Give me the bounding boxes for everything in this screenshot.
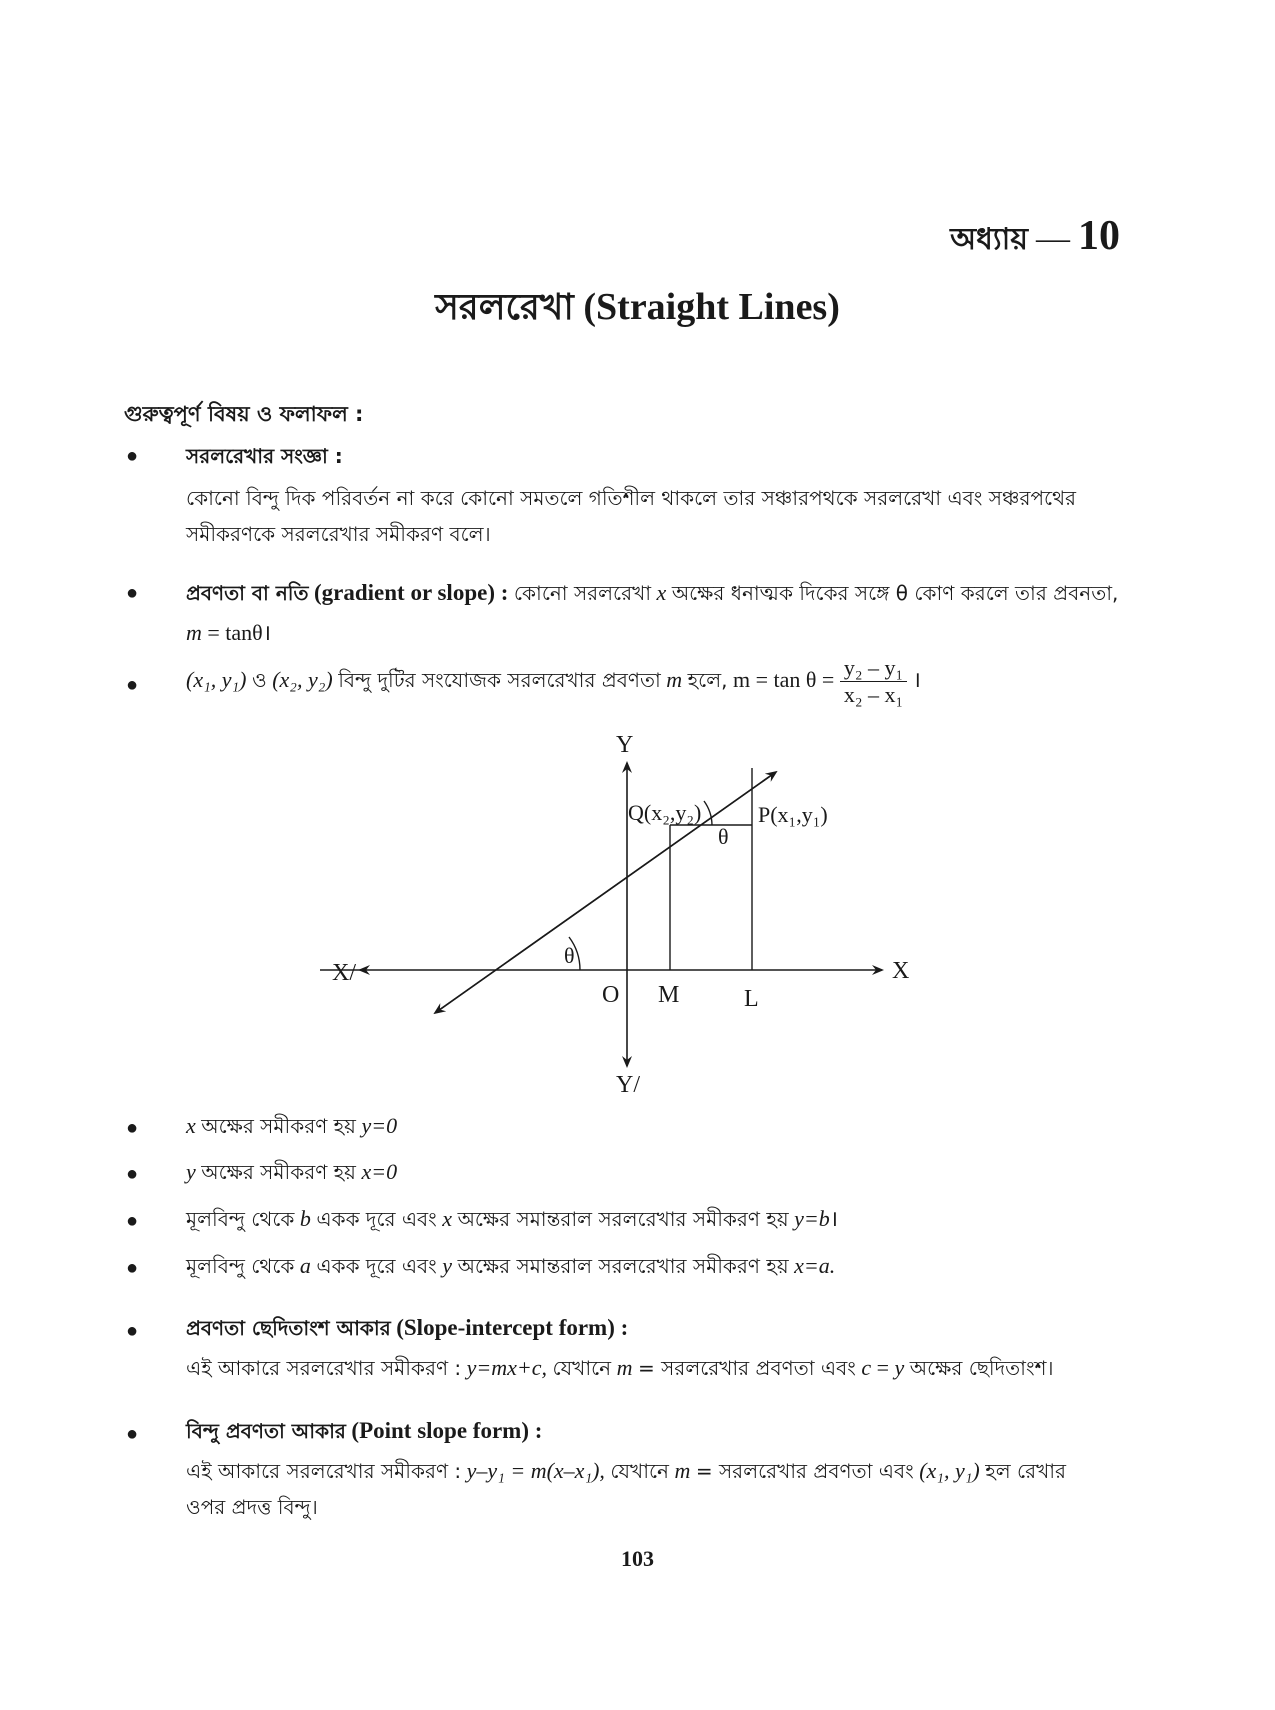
- definition-heading: সরলরেখার সংজ্ঞা :: [186, 444, 343, 468]
- definition-item: [186, 438, 1126, 552]
- label-m: M: [658, 982, 680, 1008]
- parallel-x-c: একক দূরে এবং: [316, 1207, 437, 1231]
- point-1: (x₁, y₁): [186, 667, 247, 692]
- parallel-y-d: y: [442, 1253, 453, 1278]
- point-slope-heading-en: (Point slope form) :: [351, 1418, 543, 1443]
- gradient-text-a: কোনো সরলরেখা: [513, 581, 652, 605]
- parallel-y-item: [186, 1248, 1126, 1284]
- parallel-y-a: মূলবিন্দু থেকে: [186, 1254, 295, 1278]
- slope-intercept-equals: =: [876, 1355, 890, 1380]
- point-slope-e: ওপর প্রদত্ত বিন্দু।: [186, 1495, 318, 1519]
- bullet: ●: [126, 582, 139, 604]
- definition-text: কোনো বিন্দু দিক পরিবর্তন না করে কোনো সমতলে গতিশীল থাকলে তার সঞ্চারপথকে সরলরেখা এবং সঞ্চরপথের সমীকরণকে সরলরেখার সমীকরণ বলে।: [186, 486, 1077, 546]
- gradient-item: [186, 573, 1126, 653]
- point-2: (x₂, y₂): [272, 667, 333, 692]
- page-number: 103: [621, 1546, 654, 1571]
- gradient-text-b: অক্ষের ধনাত্মক দিকের সঙ্গে θ কোণ করলে তার প্রবনতা,: [671, 581, 1119, 605]
- label-q: Q(x₂,y₂): [628, 800, 702, 825]
- label-theta-top: θ: [718, 824, 729, 849]
- y-axis-var: y: [186, 1159, 196, 1184]
- straight-line: [435, 772, 776, 1013]
- title-english: (Straight Lines): [583, 286, 840, 328]
- y-axis-eq-item: [186, 1154, 1126, 1190]
- two-points-m: m: [666, 667, 683, 692]
- label-y: Y: [616, 732, 634, 758]
- section-heading: গুরুত্বপূর্ণ বিষয় ও ফলাফল :: [124, 402, 364, 426]
- bullet: ●: [126, 445, 139, 467]
- parallel-x-item: [186, 1201, 1126, 1237]
- parallel-x-a: মূলবিন্দু থেকে: [186, 1207, 295, 1231]
- point-slope-a: এই আকারে সরলরেখার সমীকরণ :: [186, 1459, 462, 1483]
- two-points-item: [186, 650, 1126, 710]
- title-bengali: সরলরেখা: [435, 287, 574, 328]
- slope-intercept-yvar: y: [894, 1355, 905, 1380]
- parallel-y-eq: x=a.: [794, 1253, 836, 1278]
- label-y-prime: Y/: [616, 1072, 640, 1098]
- gradient-m: m: [186, 620, 202, 645]
- parallel-y-b: a: [299, 1253, 311, 1278]
- label-o: O: [602, 982, 620, 1008]
- parallel-y-e: অক্ষের সমান্তরাল সরলরেখার সমীকরণ হয়: [457, 1254, 789, 1278]
- bullet: ●: [126, 1163, 139, 1185]
- x-axis-eq-text: অক্ষের সমীকরণ হয়: [201, 1114, 356, 1138]
- point-slope-c: = সরলরেখার প্রবণতা এবং: [695, 1459, 914, 1483]
- bullet: ●: [126, 674, 139, 696]
- bullet: ●: [126, 1423, 139, 1445]
- slope-intercept-e: অক্ষের ছেদিতাংশ।: [909, 1356, 1054, 1380]
- parallel-y-c: একক দূরে এবং: [316, 1254, 437, 1278]
- point-slope-m: m: [674, 1458, 691, 1483]
- chapter-dash: —: [1036, 220, 1070, 257]
- gradient-heading-bn: প্রবণতা বা নতি: [186, 581, 309, 605]
- point-slope-eq: y–y₁ = m(x–x₁),: [466, 1458, 605, 1483]
- x-axis-eq-item: [186, 1108, 1126, 1144]
- label-l: L: [744, 986, 759, 1012]
- gradient-x: x: [656, 580, 667, 605]
- label-x-prime: X/: [332, 960, 356, 986]
- slope-intercept-b: যেখানে: [552, 1356, 612, 1380]
- parallel-x-end: ।: [829, 1206, 839, 1231]
- two-points-text: বিন্দু দুটির সংযোজক সরলরেখার প্রবণতা: [338, 668, 661, 692]
- slope-intercept-c: = সরলরেখার প্রবণতা এবং: [637, 1356, 856, 1380]
- slope-intercept-heading-en: (Slope-intercept form) :: [396, 1315, 629, 1340]
- slope-intercept-cvar: c: [861, 1355, 872, 1380]
- gradient-heading-en: (gradient or slope) :: [313, 580, 509, 605]
- page-title: [0, 280, 1275, 340]
- slope-formula-lhs: m = tan θ =: [732, 667, 835, 692]
- slope-intercept-m: m: [616, 1355, 633, 1380]
- slope-intercept-heading-bn: প্রবণতা ছেদিতাংশ আকার: [186, 1316, 391, 1340]
- chapter-word: অধ্যায়: [950, 222, 1028, 257]
- parallel-x-b: b: [299, 1206, 311, 1231]
- y-axis-eq-text: অক্ষের সমীকরণ হয়: [201, 1160, 356, 1184]
- bullet: ●: [126, 1210, 139, 1232]
- parallel-x-eq: y=b: [794, 1206, 830, 1231]
- chapter-number: 10: [1078, 213, 1120, 259]
- point-slope-d: হল রেখার: [985, 1459, 1067, 1483]
- two-points-end: ।: [912, 667, 922, 692]
- slope-diagram: [320, 730, 940, 1100]
- slope-intercept-a: এই আকারে সরলরেখার সমীকরণ :: [186, 1356, 462, 1380]
- bullet: ●: [126, 1257, 139, 1279]
- point-slope-item: [186, 1413, 1126, 1525]
- point-slope-pt: (x₁, y₁): [919, 1458, 980, 1483]
- x-axis-var: x: [186, 1113, 196, 1138]
- x-axis-eq: y=0: [361, 1113, 398, 1138]
- y-axis-eq: x=0: [361, 1159, 398, 1184]
- label-theta-bottom: θ: [564, 943, 575, 968]
- bullet: ●: [126, 1320, 139, 1342]
- two-points-text-b: হলে,: [687, 668, 728, 692]
- two-points-and: ও: [251, 668, 267, 692]
- slope-numerator: y₂ – y₁: [840, 655, 907, 682]
- point-slope-heading-bn: বিন্দু প্রবণতা আকার: [186, 1419, 346, 1443]
- slope-intercept-eq: y=mx+c,: [466, 1355, 548, 1380]
- slope-fraction: [840, 655, 907, 708]
- parallel-x-e: অক্ষের সমান্তরাল সরলরেখার সমীকরণ হয়: [457, 1207, 789, 1231]
- chapter-heading: [950, 212, 1120, 266]
- slope-denominator: x₂ – x₁: [843, 682, 904, 708]
- parallel-x-d: x: [442, 1206, 453, 1231]
- bullet: ●: [126, 1117, 139, 1139]
- label-x: X: [892, 958, 910, 984]
- gradient-formula: = tanθ।: [207, 620, 272, 645]
- label-p: P(x₁,y₁): [758, 802, 828, 827]
- slope-intercept-item: [186, 1310, 1126, 1386]
- point-slope-b: যেখানে: [610, 1459, 669, 1483]
